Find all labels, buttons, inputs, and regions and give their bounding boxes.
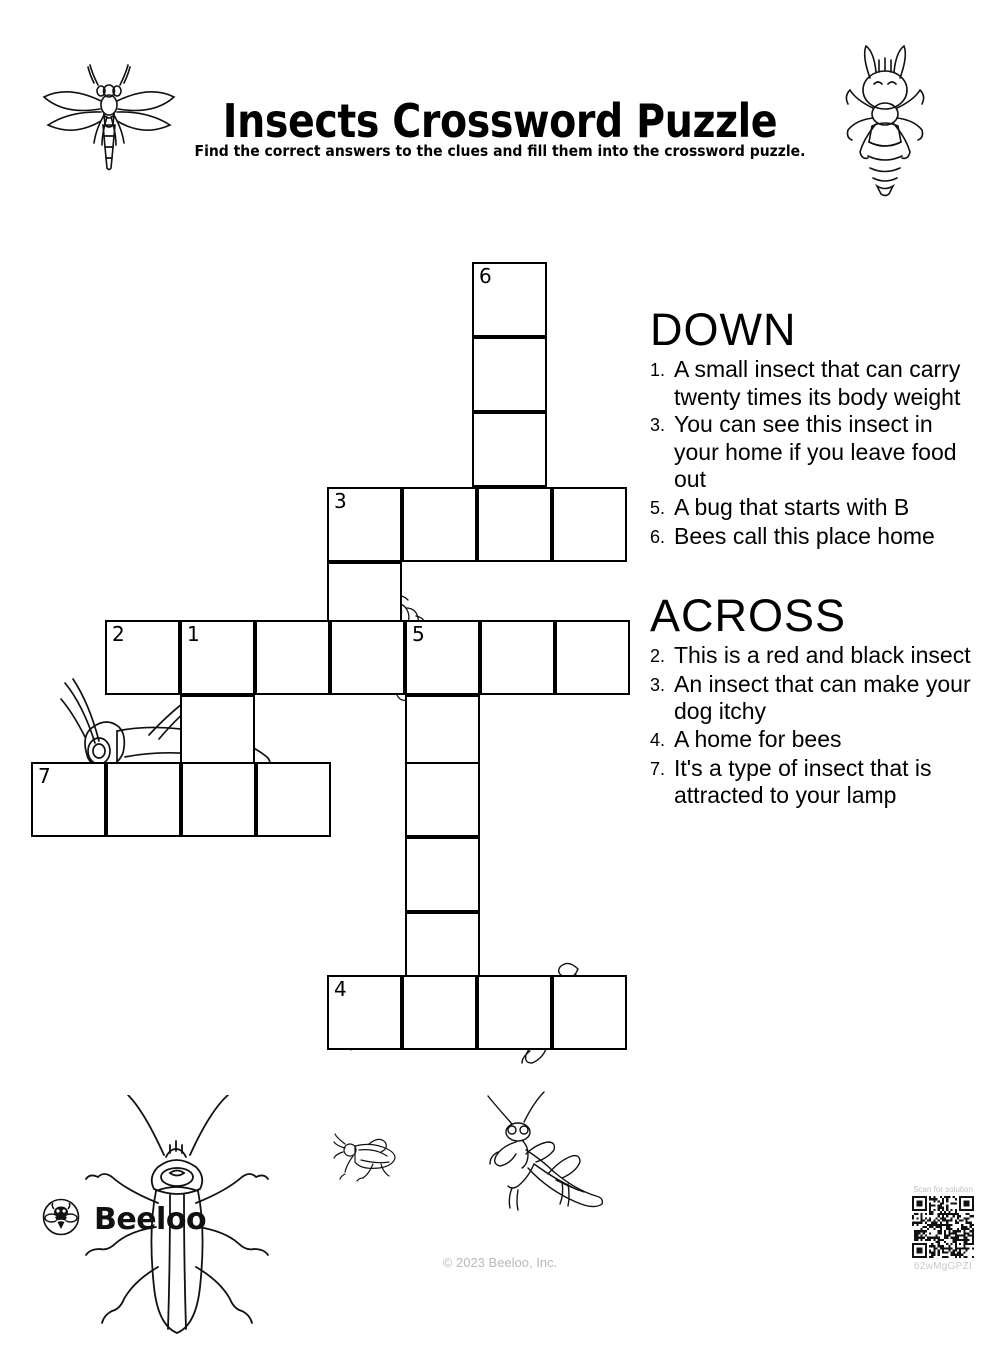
clue-item bbox=[650, 411, 980, 494]
clue-text: A home for bees bbox=[674, 725, 842, 752]
clue-item bbox=[650, 642, 980, 671]
clue-text: A small insect that can carry twenty times its body weight bbox=[674, 356, 961, 410]
cell-number: 6 bbox=[479, 264, 492, 288]
cell-number: 1 bbox=[187, 622, 200, 646]
qr-solution-block[interactable] bbox=[893, 1185, 993, 1272]
crossword-cell[interactable] bbox=[477, 975, 552, 1050]
brand-logo bbox=[42, 1198, 206, 1240]
crossword-cell[interactable] bbox=[105, 620, 180, 695]
across-heading: ACROSS bbox=[650, 589, 847, 641]
crossword-cell[interactable] bbox=[477, 487, 552, 562]
copyright-text: © 2023 Beeloo, Inc. bbox=[442, 1255, 558, 1270]
crossword-cell[interactable] bbox=[552, 975, 627, 1050]
clue-number: 7. bbox=[650, 758, 666, 779]
clue-item bbox=[650, 523, 980, 552]
clue-text: It's a type of insect that is attracted to your lamp bbox=[674, 754, 932, 808]
crossword-cell[interactable] bbox=[402, 975, 477, 1050]
clue-item bbox=[650, 494, 980, 523]
crossword-cell[interactable] bbox=[180, 620, 255, 695]
crossword-cell[interactable] bbox=[405, 762, 480, 837]
clue-item bbox=[650, 671, 980, 726]
qr-caption: Scan for solution bbox=[913, 1185, 973, 1194]
clue-text: A bug that starts with B bbox=[674, 493, 910, 520]
qr-id-text: 62wMgGPZI bbox=[913, 1261, 973, 1272]
clue-text: You can see this insect in your home if you leave food out bbox=[674, 411, 957, 492]
clue-number: 5. bbox=[650, 497, 666, 518]
clue-number: 3. bbox=[650, 415, 666, 435]
clue-item bbox=[650, 726, 980, 755]
crossword-cell[interactable] bbox=[402, 487, 477, 562]
clue-item bbox=[650, 755, 980, 810]
page-header bbox=[0, 0, 1000, 210]
cell-number: 7 bbox=[38, 764, 51, 788]
across-clue-list bbox=[650, 642, 980, 810]
clue-number: 1. bbox=[650, 360, 666, 380]
crossword-grid[interactable] bbox=[0, 250, 640, 1080]
crossword-cell[interactable] bbox=[31, 762, 106, 837]
bee-logo-icon bbox=[42, 1198, 80, 1240]
crossword-cell[interactable] bbox=[330, 620, 405, 695]
crossword-cell[interactable] bbox=[405, 837, 480, 912]
down-clue-list bbox=[650, 356, 980, 552]
crossword-cell[interactable] bbox=[327, 975, 402, 1050]
clue-text: An insect that can make your dog itchy bbox=[674, 670, 971, 724]
page-title: Insects Crossword Puzzle bbox=[222, 93, 778, 148]
clue-text: Bees call this place home bbox=[674, 522, 935, 549]
crossword-cell[interactable] bbox=[472, 337, 547, 412]
crossword-cell[interactable] bbox=[555, 620, 630, 695]
crossword-cell[interactable] bbox=[180, 695, 255, 770]
clues-panel bbox=[650, 306, 980, 810]
crossword-cell[interactable] bbox=[405, 695, 480, 770]
crossword-cell[interactable] bbox=[256, 762, 331, 837]
clue-number: 2. bbox=[650, 645, 666, 666]
crossword-cell[interactable] bbox=[106, 762, 181, 837]
page-footer bbox=[0, 1170, 1000, 1294]
crossword-cell[interactable] bbox=[552, 487, 627, 562]
cell-number: 3 bbox=[334, 489, 347, 513]
termite-icon bbox=[826, 38, 944, 202]
crossword-cell[interactable] bbox=[181, 762, 256, 837]
clue-text: This is a red and black insect bbox=[674, 641, 971, 668]
crossword-cell[interactable] bbox=[480, 620, 555, 695]
clue-item bbox=[650, 356, 980, 411]
cell-number: 4 bbox=[334, 977, 347, 1001]
down-heading: DOWN bbox=[650, 304, 797, 355]
brand-name: Beeloo bbox=[94, 1201, 207, 1237]
clue-number: 3. bbox=[650, 674, 666, 695]
cell-number: 5 bbox=[412, 622, 425, 646]
crossword-cell[interactable] bbox=[472, 412, 547, 487]
clue-number: 6. bbox=[650, 526, 666, 547]
crossword-cell[interactable] bbox=[327, 487, 402, 562]
crossword-cell[interactable] bbox=[405, 620, 480, 695]
page-subtitle: Find the correct answers to the clues and fill them into the crossword puzzle. bbox=[194, 142, 806, 160]
qr-code-icon[interactable] bbox=[912, 1196, 974, 1258]
crossword-cell[interactable] bbox=[255, 620, 330, 695]
cell-number: 2 bbox=[112, 622, 125, 646]
crossword-cell[interactable] bbox=[472, 262, 547, 337]
clue-number: 4. bbox=[650, 729, 666, 750]
